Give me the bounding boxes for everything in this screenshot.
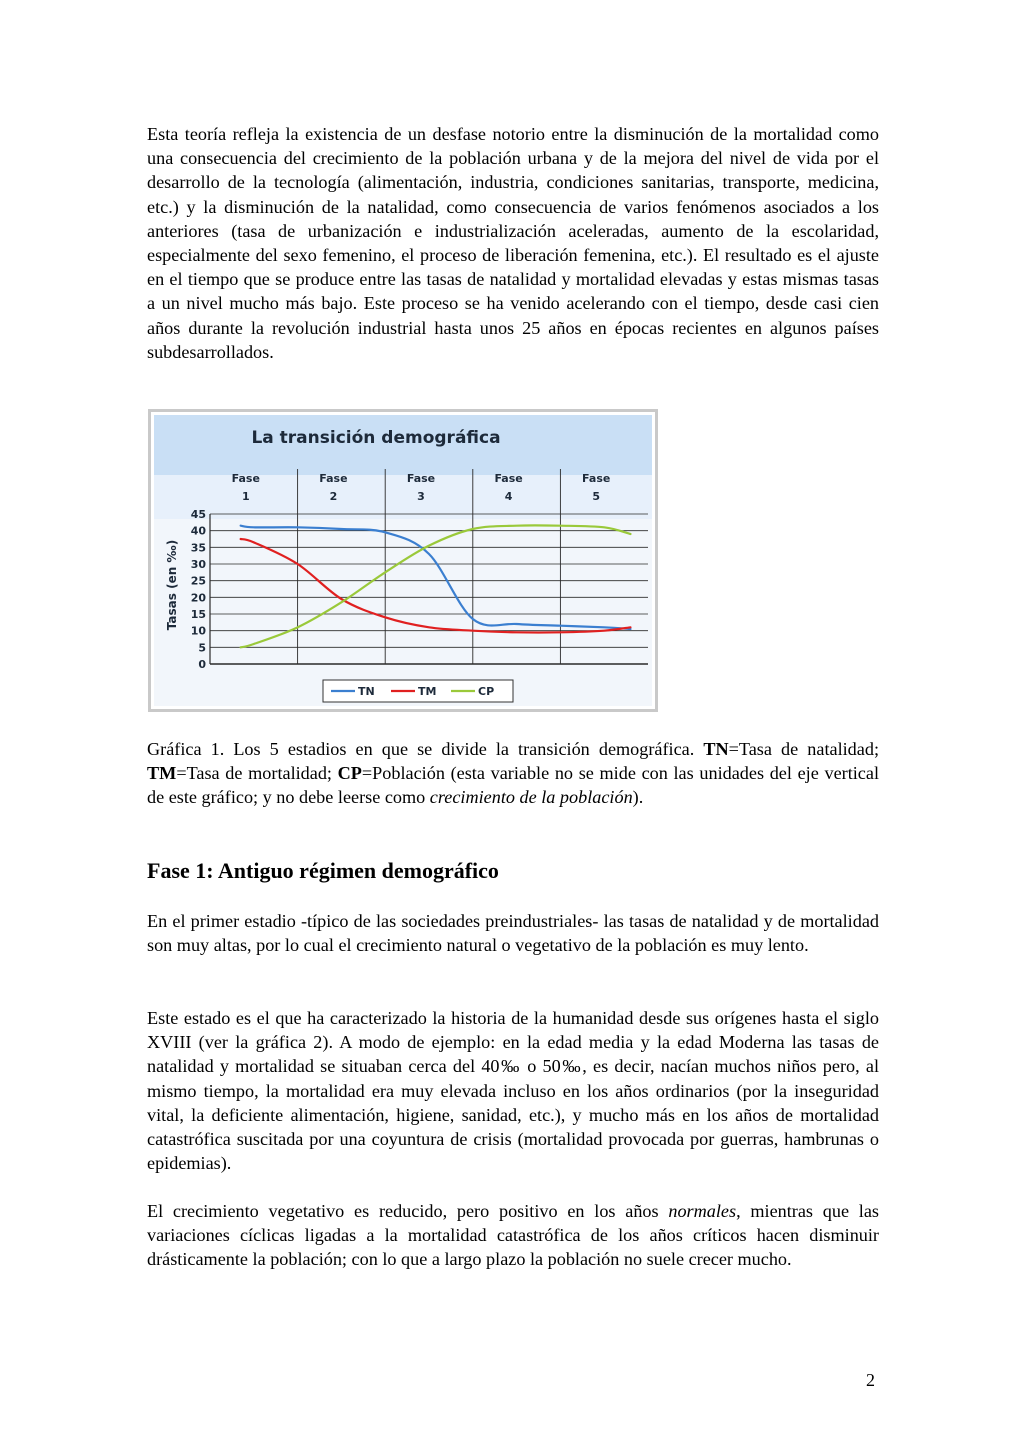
phase-label-number: 5 <box>592 490 601 503</box>
phase-label-word: Fase <box>406 472 436 485</box>
y-tick-label: 15 <box>190 608 206 621</box>
caption-tm-abbr: TM <box>147 763 177 784</box>
y-tick-label: 40 <box>190 524 206 538</box>
paragraph-first-stage: En el primer estadio -típico de las sociedades preindustriales- las tasas de natalidad y de mortalidad son muy altas, por lo cual el crecimiento natural o vegetativo de la población es muy lento. <box>147 911 879 956</box>
caption-lead: Gráfica 1. Los 5 estadios en que se divide la transición demográfica. <box>147 739 704 759</box>
caption-tail: ). <box>632 787 644 808</box>
y-tick-label: 0 <box>198 658 206 671</box>
caption-cp-abbr: CP <box>337 763 362 784</box>
paragraph-4-after: , mientras que las variaciones cíclicas ligadas a la mortalidad catastrófica de los años críticos hacen disminuir drásticamente la población; con lo que a largo plazo la población no suele crecer mucho. <box>147 1201 879 1270</box>
phase-label-word: Fase <box>494 472 523 485</box>
chart-svg <box>148 409 658 712</box>
y-tick-label: 30 <box>190 558 206 571</box>
phase-label-number: 4 <box>504 490 513 503</box>
caption-tn-abbr: TN <box>703 739 729 759</box>
caption-tn-def: =Tasa de natalidad; <box>728 739 879 759</box>
paragraph-4-emphasis: normales <box>668 1201 737 1221</box>
phase-label-number: 1 <box>241 490 250 503</box>
y-tick-label: 35 <box>190 541 206 555</box>
phase-label-word: Fase <box>231 472 260 485</box>
page-number: 2 <box>866 1370 875 1390</box>
y-tick-label: 20 <box>190 591 206 605</box>
y-tick-label: 45 <box>190 508 206 521</box>
chart-title: La transición demográfica <box>251 428 501 448</box>
phase-label-number: 3 <box>417 490 425 503</box>
phase-label-number: 2 <box>329 490 338 503</box>
legend-label-tm: TM <box>418 685 437 698</box>
section-heading: Fase 1: Antiguo régimen demográfico <box>147 858 499 883</box>
y-tick-label: 5 <box>198 641 206 655</box>
chart-legend <box>323 680 513 702</box>
y-tick-label: 25 <box>190 574 206 588</box>
caption-emphasis: crecimiento de la población <box>429 787 633 808</box>
legend-label-tn: TN <box>358 685 375 698</box>
demographic-transition-chart <box>148 409 658 712</box>
paragraph-vegetative-growth <box>147 1199 879 1272</box>
phase-label-word: Fase <box>319 472 348 485</box>
y-axis-label: Tasas (en ‰) <box>165 539 179 631</box>
legend-label-cp: CP <box>478 685 495 698</box>
phase-label-word: Fase <box>582 472 611 485</box>
y-tick-label: 10 <box>190 624 206 638</box>
caption-cp-def: =Población (esta variable no se mide con las unidades del eje vertical de este gráfico; y no debe leerse como <box>147 763 879 808</box>
chart-phase-band <box>154 475 652 519</box>
paragraph-theory: Esta teoría refleja la existencia de un desfase notorio entre la disminución de la mortalidad como una consecuencia del crecimiento de la población urbana y de la mejora del nivel de vida por el desarrollo de la tecnología (alimentación, industria, condiciones sanitarias, transporte, medicina, etc.) y la disminución de la natalidad, como consecuencia de varios fenómenos asociados a los anteriores (tasa de urbanización e industrialización aceleradas, aumento de la escolaridad, especialmente del sexo femenino, el proceso de liberación femenina, etc.). El resultado es el ajuste en el tiempo que se produce entre las tasas de natalidad y mortalidad elevadas y estas mismas tasas a un nivel mucho más bajo. Este proceso se ha venido acelerando con el tiempo, desde casi cien años durante la revolución industrial hasta unos 25 años en épocas recientes en algunos países subdesarrollados. <box>147 124 879 362</box>
chart-caption <box>147 737 879 810</box>
caption-tm-def: =Tasa de mortalidad; <box>176 763 338 784</box>
paragraph-history: Este estado es el que ha caracterizado la historia de la humanidad desde sus orígenes hasta el siglo XVIII (ver la gráfica 2). A modo de ejemplo: en la edad media y la edad Moderna las tasas de natalidad y mortalidad se situaban cerca del 40‰ o 50‰, es decir, nacían muchos niños pero, al mismo tiempo, la mortalidad era muy elevada incluso en los años ordinarios (por la inseguridad vital, la deficiente alimentación, higiene, sanidad, etc.), y mucho más en los años de mortalidad catastrófica suscitada por una coyuntura de crisis (mortalidad provocada por guerras, hambrunas o epidemias). <box>147 1008 879 1174</box>
paragraph-4-before: El crecimiento vegetativo es reducido, pero positivo en los años <box>147 1201 669 1221</box>
